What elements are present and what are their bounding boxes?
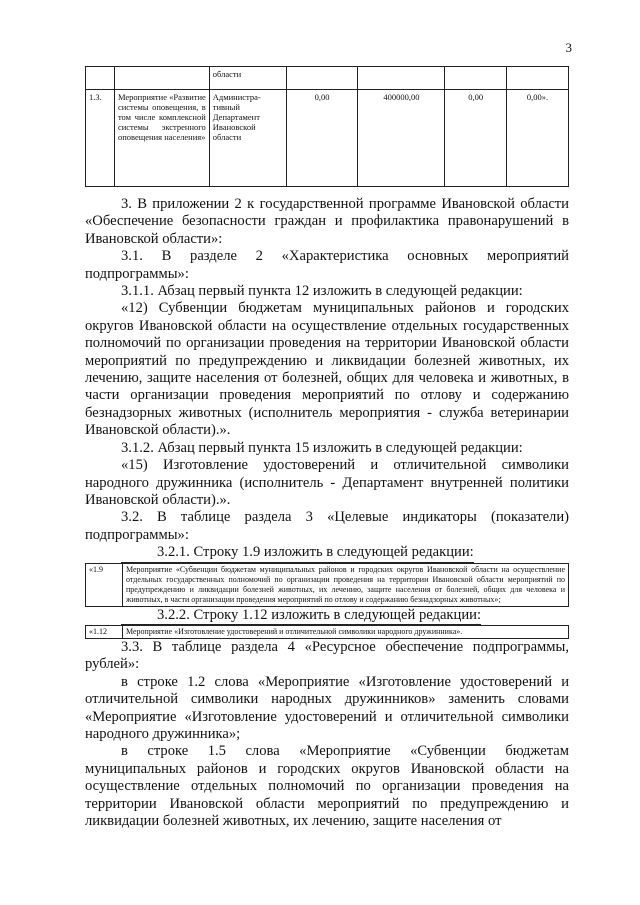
table-cell: [358, 67, 445, 90]
paragraph: 3.2. В таблице раздела 3 «Целевые индикаторы (показатели) подпрограммы»:: [85, 509, 569, 543]
table-cell: [114, 67, 209, 90]
page-number: 3: [565, 40, 572, 55]
paragraph: [85, 544, 569, 562]
table-row: [86, 90, 569, 187]
row-text: Мероприятие «Изготовление удостоверений и отличительной символики народного дружинника».: [123, 625, 569, 638]
paragraph-text: 3.2.2. Строку 1.12 изложить в следующей редакции:: [121, 607, 481, 625]
paragraph: 3.1.1. Абзац первый пункта 12 изложить в следующей редакции:: [121, 283, 523, 300]
activity-name: Мероприятие «Развитие системы оповещения, в том числе комплексной системы экстренного оповещения населения»: [114, 90, 209, 187]
value-cell: 400000,00: [358, 90, 445, 187]
paragraph: [85, 607, 569, 625]
table-cell: [445, 67, 507, 90]
row-text: Мероприятие «Субвенции бюджетам муниципальных районов и городских округов Ивановской области на осуществление отдельных государственных полномочий по организации проведения на территории Ивановской области мероприятий по предупреждению и ликвидации болезней животных, их лечению, защите населения от болезней, общих для человека и животных, в части организации проведения мероприятий по отлову и содержанию безнадзорных животных»;: [123, 563, 569, 606]
paragraph: в строке 1.2 слова «Мероприятие «Изготовление удостоверений и отличительной символики народных дружинников» заменить словами «Мероприятие «Изготовление удостоверений и отличительной символики народного дружинника»;: [85, 673, 569, 742]
document-body: [85, 196, 569, 830]
paragraph-text: 3.2.1. Строку 1.9 изложить в следующей редакции:: [121, 544, 474, 562]
paragraph: 3.3. В таблице раздела 4 «Ресурсное обеспечение подпрограммы, рублей»:: [85, 638, 569, 673]
paragraph: «12) Субвенции бюджетам муниципальных районов и городских округов Ивановской области на осуществление отдельных государственных полномочий по организации проведения на территории Ивановской области мероприятий по предупреждению и ликвидации болезней животных, их лечению, защите населения от болезней, общих для человека и животных, в части организации проведения мероприятий по отлову и содержанию безнадзорных животных (исполнитель мероприятия - служба ветеринарии Ивановской области).».: [85, 300, 569, 439]
table-row: [86, 625, 569, 638]
table-cell: [286, 67, 358, 90]
table-row: [86, 563, 569, 606]
value-cell: 0,00».: [507, 90, 569, 187]
row-1-9-table: [85, 563, 569, 607]
paragraph: 3. В приложении 2 к государственной программе Ивановской области «Обеспечение безопасности граждан и профилактика правонарушений в Ивановской области»:: [85, 196, 569, 247]
table-cell: [507, 67, 569, 90]
paragraph: «15) Изготовление удостоверений и отличительной символики народного дружинника (исполнитель - Департамент внутренней политики Ивановской области).».: [85, 457, 569, 508]
paragraph: 3.1.2. Абзац первый пункта 15 изложить в следующей редакции:: [121, 439, 523, 456]
row-number: «1.9: [86, 563, 123, 606]
table-cell: области: [209, 67, 286, 90]
table-row: [86, 67, 569, 90]
row-number: 1.3.: [86, 90, 115, 187]
executor: Администра-тивный Департамент Ивановской области: [209, 90, 286, 187]
value-cell: 0,00: [286, 90, 358, 187]
row-1-12-table: [85, 625, 569, 639]
program-table-fragment: [85, 66, 569, 187]
value-cell: 0,00: [445, 90, 507, 187]
paragraph: 3.1. В разделе 2 «Характеристика основных мероприятий подпрограммы»:: [85, 248, 569, 282]
row-number: «1.12: [86, 625, 123, 638]
table-cell: [86, 67, 115, 90]
paragraph: в строке 1.5 слова «Мероприятие «Субвенции бюджетам муниципальных районов и городских округов Ивановской области на осуществление отдельных полномочий по организации проведения на территории Ивановской области мероприятий по предупреждению и ликвидации болезней животных, их лечению, защите населения от: [85, 743, 569, 829]
